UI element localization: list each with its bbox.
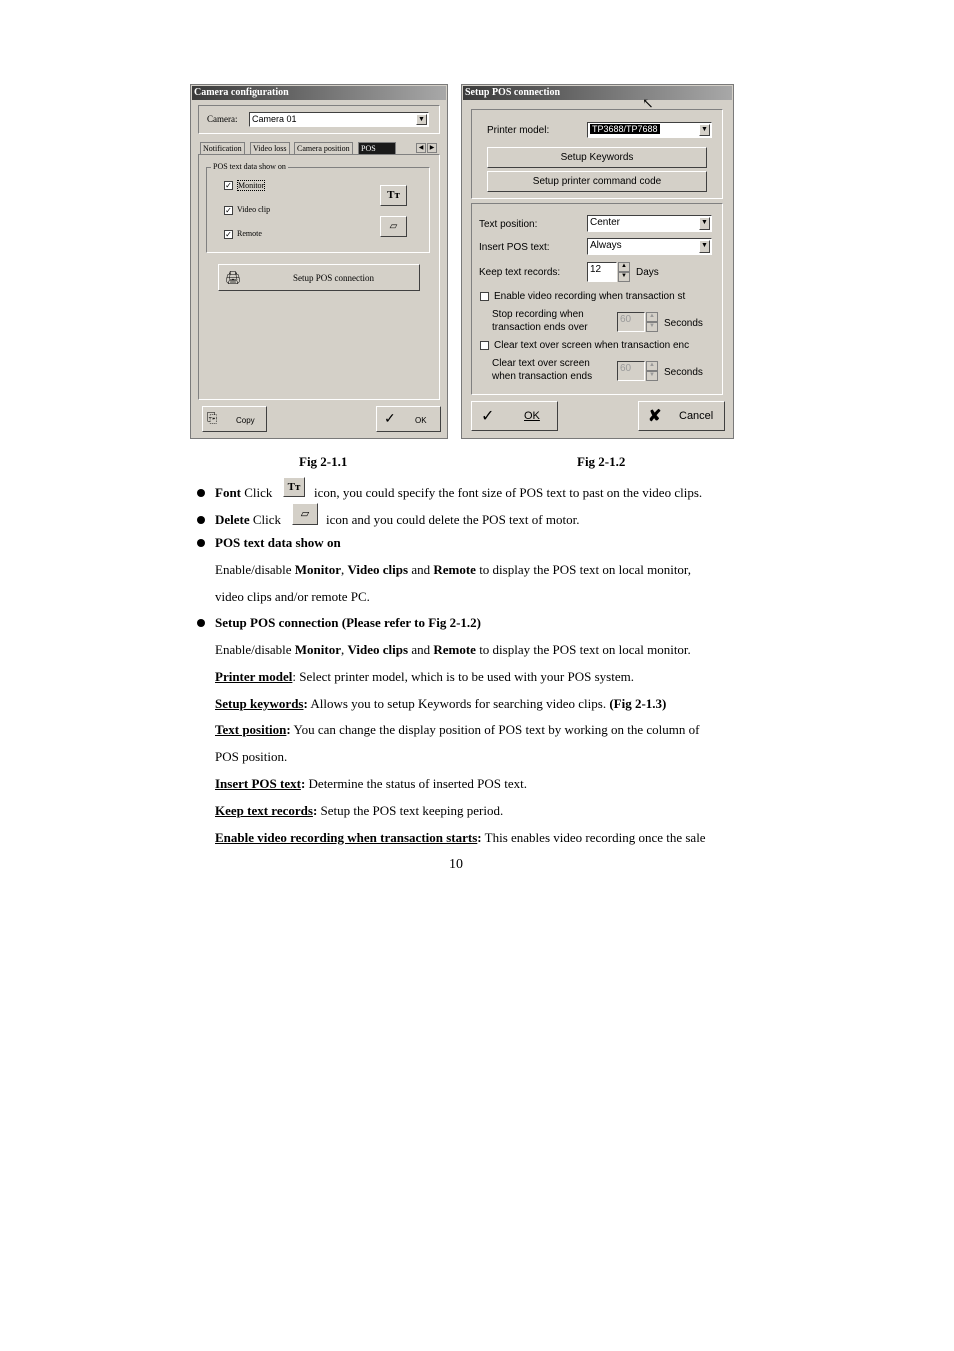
clear-text-value: 60	[620, 363, 632, 374]
text-position-item	[215, 722, 700, 738]
setup-printer-command-button[interactable]: Setup printer command code	[487, 171, 707, 192]
text-span: and	[408, 642, 434, 657]
monitor-label: Monitor	[238, 181, 265, 190]
enable-recording-checkbox[interactable]	[480, 292, 489, 301]
stop-recording-label: Stop recording when	[492, 309, 584, 320]
font-paragraph	[215, 485, 272, 501]
setup-keywords-term: Setup keywords	[215, 696, 304, 711]
group-title: POS text data show on	[213, 162, 286, 171]
clear-text-label: Clear text over screen when transaction enc	[494, 340, 690, 351]
enable-recording-desc: This enables video recording once the sale	[481, 830, 706, 845]
video-clip-checkbox[interactable]: ✓	[225, 206, 232, 215]
text-span: to display the POS text on local monitor.	[475, 642, 691, 657]
colon: :	[303, 696, 308, 711]
insert-pos-term: Insert POS text	[215, 776, 301, 791]
text-position-item-2: POS position.	[215, 749, 288, 764]
seconds-label: Seconds	[664, 367, 703, 378]
font-button[interactable]	[380, 185, 407, 206]
spin-down-icon[interactable]: ▼	[646, 322, 658, 332]
text-position-value: Center	[590, 217, 621, 228]
keep-records-item	[215, 803, 503, 819]
enable-recording-item	[215, 830, 706, 846]
cancel-label: Cancel	[679, 410, 714, 422]
text-span: ,	[341, 642, 348, 657]
stop-recording-value: 60	[620, 314, 632, 325]
enable-recording-term: Enable video recording when transaction starts	[215, 830, 478, 845]
remote-checkbox[interactable]: ✓	[225, 230, 232, 239]
text-span: and	[408, 562, 434, 577]
font-term: Font	[215, 485, 241, 500]
spin-up-icon[interactable]: ▲	[618, 262, 630, 272]
chevron-down-icon: ▼	[699, 124, 710, 136]
printer-model-select[interactable]	[587, 122, 712, 138]
fig-ref: (Fig 2-1.3)	[609, 696, 667, 711]
insert-pos-label: Insert POS text:	[479, 242, 550, 253]
ok-label: OK	[524, 410, 540, 422]
insert-pos-desc: Determine the status of inserted POS text.	[305, 776, 527, 791]
pos-show-heading: POS text data show on	[215, 535, 341, 550]
keep-records-input[interactable]	[587, 262, 617, 282]
text-position-desc: You can change the display position of POS text by working on the column of	[290, 722, 700, 737]
text-span: ,	[341, 562, 348, 577]
text-span: to display the POS text on local monitor,	[475, 562, 691, 577]
colon: :	[477, 830, 482, 845]
copy-button[interactable]	[202, 406, 267, 432]
clear-text-checkbox[interactable]	[480, 341, 489, 350]
delete-click: Click	[249, 512, 282, 527]
copy-label: Copy	[236, 416, 255, 425]
chevron-down-icon: ▼	[699, 217, 710, 230]
setup-keywords-button[interactable]: Setup Keywords	[487, 147, 707, 168]
insert-pos-item	[215, 776, 527, 792]
spin-up-icon[interactable]: ▲	[646, 361, 658, 371]
setup-pos-connection-button[interactable]	[218, 264, 420, 291]
arrow-right-icon[interactable]: ▶	[427, 143, 437, 153]
remote-term: Remote	[433, 642, 476, 657]
setup-heading: Setup POS connection (Please refer to Fig 2-1.2)	[215, 615, 481, 630]
ok-button[interactable]	[471, 401, 558, 431]
text-position-term: Text position	[215, 722, 287, 737]
pos-show-description	[215, 562, 691, 578]
video-clip-label: Video clip	[237, 205, 271, 214]
page-number: 10	[449, 857, 463, 872]
printer-icon: 🖨	[225, 270, 242, 285]
setup-button-label: Setup POS connection	[293, 273, 374, 283]
stop-recording-label-2: transaction ends over	[492, 322, 588, 333]
insert-pos-value: Always	[590, 240, 622, 251]
ok-button[interactable]	[376, 406, 441, 432]
days-label: Days	[636, 267, 659, 278]
camera-select[interactable]	[249, 112, 429, 127]
enable-recording-label: Enable video recording when transaction st	[494, 291, 686, 302]
monitor-term: Monitor	[294, 562, 341, 577]
insert-pos-select[interactable]	[587, 238, 712, 255]
font-icon: Tт	[283, 477, 305, 497]
ok-label: OK	[415, 416, 427, 425]
spin-down-icon[interactable]: ▼	[618, 272, 630, 282]
cancel-x-icon: ✘	[648, 408, 662, 425]
tab-video-loss[interactable]: Video loss	[250, 142, 290, 154]
delete-paragraph	[215, 512, 281, 528]
tab-pos[interactable]: POS	[358, 142, 396, 154]
checkmark-icon: ✓	[384, 412, 396, 427]
spin-down-icon[interactable]: ▼	[646, 371, 658, 381]
printer-model-value: TP3688/TP7688	[592, 124, 658, 134]
arrow-left-icon[interactable]: ◀	[416, 143, 426, 153]
checkmark-icon: ✓	[481, 408, 495, 425]
keep-records-label: Keep text records:	[479, 267, 561, 278]
delete-description: icon and you could delete the POS text of motor.	[326, 512, 580, 527]
dialog-title: Camera configuration	[192, 86, 446, 100]
bullet	[197, 619, 205, 627]
fig2-caption: Fig 2-1.2	[577, 454, 626, 469]
remote-label: Remote	[237, 229, 262, 238]
copy-icon: ⎘	[207, 410, 218, 425]
printer-model-item	[215, 669, 634, 685]
keep-records-value: 12	[590, 264, 602, 275]
bullet	[197, 489, 205, 497]
text-position-select[interactable]	[587, 215, 712, 232]
spin-up-icon[interactable]: ▲	[646, 312, 658, 322]
clear-when-label: Clear text over screen	[492, 358, 590, 369]
video-clips-term: Video clips	[347, 642, 409, 657]
mouse-cursor-icon: ↖	[642, 97, 654, 112]
colon: :	[286, 722, 291, 737]
colon: :	[300, 776, 306, 791]
text-span: Enable/disable	[215, 562, 295, 577]
video-clips-term: Video clips	[347, 562, 409, 577]
clear-text-input[interactable]	[617, 361, 645, 381]
monitor-checkbox[interactable]: ✓	[225, 181, 232, 190]
font-click: Click	[241, 485, 273, 500]
stop-recording-input[interactable]	[617, 312, 645, 332]
bullet	[197, 539, 205, 547]
cancel-button[interactable]	[638, 401, 725, 431]
camera-configuration-dialog	[190, 84, 448, 439]
eraser-icon: ▱	[292, 503, 318, 525]
text-position-label: Text position:	[479, 219, 538, 230]
setup-keywords-item	[215, 696, 666, 712]
printer-model-term: Printer model	[215, 669, 293, 684]
tab-strip	[200, 142, 440, 154]
delete-button[interactable]	[380, 216, 407, 237]
chevron-down-icon: ▼	[416, 114, 427, 125]
setup-keywords-desc: Allows you to setup Keywords for searching video clips.	[307, 696, 610, 711]
setup-description	[215, 642, 691, 658]
keep-records-term: Keep text records	[215, 803, 313, 818]
remote-term: Remote	[433, 562, 476, 577]
dialog-title: Setup POS connection	[463, 86, 732, 100]
keep-records-desc: Setup the POS text keeping period.	[317, 803, 504, 818]
delete-term: Delete	[215, 512, 250, 527]
camera-label: Camera:	[207, 114, 238, 124]
font-description: icon, you could specify the font size of POS text to past on the video clips.	[314, 485, 703, 500]
colon: :	[312, 803, 318, 818]
printer-model-desc: : Select printer model, which is to be used with your POS system.	[292, 669, 634, 684]
monitor-term: Monitor	[294, 642, 341, 657]
text-span: Enable/disable	[215, 642, 295, 657]
bullet	[197, 516, 205, 524]
tab-notification[interactable]: Notification	[200, 142, 245, 154]
tab-camera-position[interactable]: Camera position	[294, 142, 353, 154]
clear-when-label-2: when transaction ends	[492, 371, 593, 382]
eraser-icon: ▱	[389, 221, 398, 232]
seconds-label: Seconds	[664, 318, 703, 329]
font-icon: Tт	[387, 189, 400, 201]
printer-model-label: Printer model:	[487, 125, 550, 136]
camera-select-value: Camera 01	[252, 114, 297, 124]
pos-show-description-2: video clips and/or remote PC.	[215, 589, 370, 604]
chevron-down-icon: ▼	[699, 240, 710, 253]
fig1-caption: Fig 2-1.1	[299, 454, 348, 469]
setup-pos-connection-dialog	[461, 84, 734, 439]
